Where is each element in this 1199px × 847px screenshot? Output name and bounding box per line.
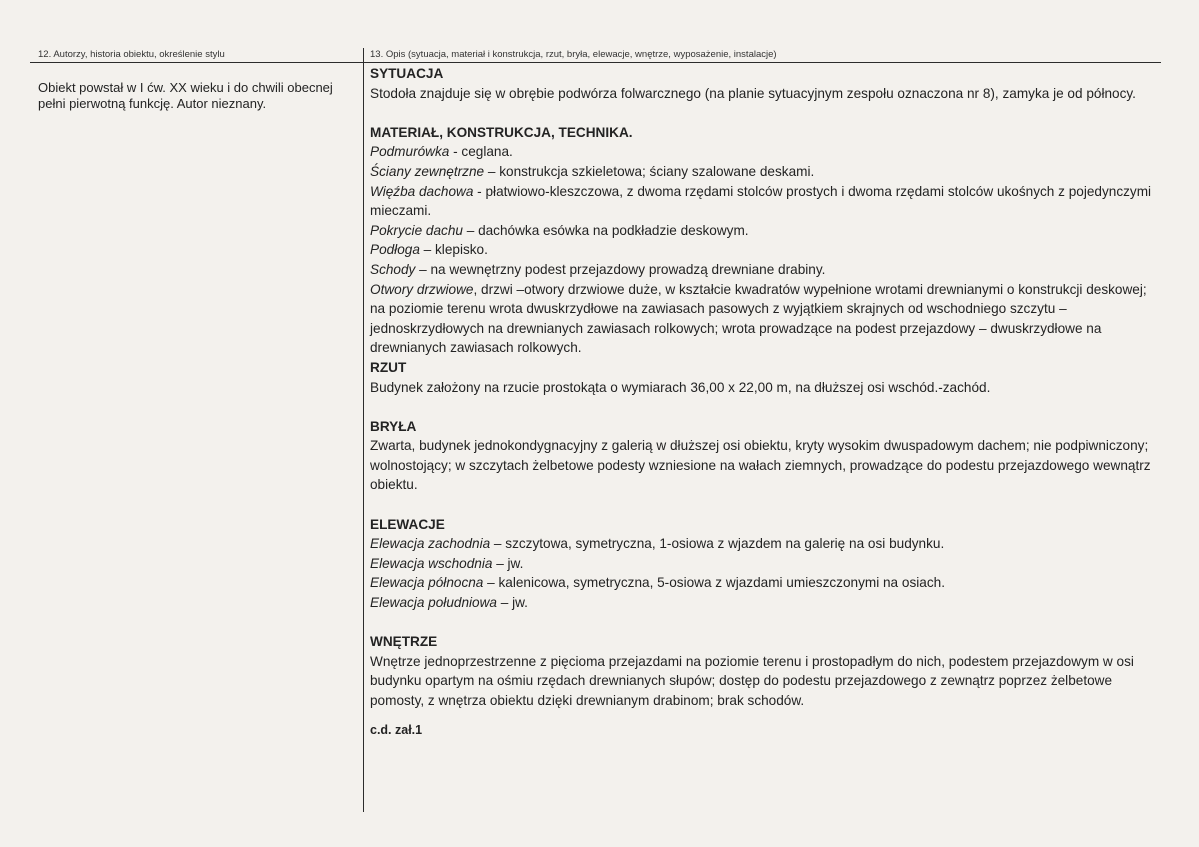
- right-column-header: 13. Opis (sytuacja, materiał i konstrukcja, rzut, bryła, elewacje, wnętrze, wyposażenie, instalacje): [370, 49, 777, 60]
- elewacja-term: Elewacja południowa: [370, 595, 497, 611]
- material-desc: - ceglana.: [449, 144, 513, 160]
- elewacja-term: Elewacja zachodnia: [370, 536, 491, 552]
- material-item: [370, 240, 1160, 260]
- material-desc: – klepisko.: [419, 242, 488, 258]
- material-term: Schody: [370, 261, 416, 277]
- material-term: Podmurówka: [370, 144, 450, 160]
- material-term: Otwory drzwiowe: [370, 281, 474, 297]
- description-section: [370, 64, 1160, 740]
- sytuacja-text: Stodoła znajduje się w obrębie podwórza folwarcznego (na planie sytuacyjnym zespołu oznaczona nr 8), zamyka je od północy.: [370, 85, 1136, 101]
- elewacja-item: [370, 573, 1160, 593]
- material-item: [370, 182, 1160, 221]
- elewacja-desc: – jw.: [496, 595, 528, 611]
- elewacja-item: [370, 534, 1160, 554]
- material-desc: – na wewnętrzny podest przejazdowy prowadzą drewniane drabiny.: [415, 261, 826, 277]
- elewacje-heading: ELEWACJE: [370, 516, 445, 532]
- bryla-heading: BRYŁA: [370, 418, 417, 434]
- elewacja-term: Elewacja wschodnia: [370, 555, 493, 571]
- material-item: [370, 221, 1160, 241]
- material-desc: – dachówka esówka na podkładzie deskowym.: [462, 222, 749, 238]
- sytuacja-heading: SYTUACJA: [370, 66, 444, 81]
- material-desc: – konstrukcja szkieletowa; ściany szalowane deskami.: [484, 163, 815, 179]
- material-desc: , drzwi –otwory drzwiowe duże, w kształcie kwadratów wypełnione wrotami drewnianymi o konstrukcji deskowej; na poziomie terenu wrota dwuskrzydłowe na zawiasach pasowych z wyjątkiem skrajnych od wschodniego szczytu – jednoskrzydłowych na drewnianych zawiasach rolkowych; wrota prowadzące na podest przejazdowy – dwuskrzydłowe na drewnianych zawiasach rolkowych.: [370, 281, 1147, 356]
- rzut-text: Budynek założony na rzucie prostokąta o wymiarach 36,00 x 22,00 m, na dłuższej osi wschód.-zachód.: [370, 379, 991, 395]
- elewacja-desc: – szczytowa, symetryczna, 1-osiowa z wjazdem na galerię na osi budynku.: [490, 536, 945, 552]
- column-divider: [363, 48, 364, 812]
- elewacja-item: [370, 593, 1160, 613]
- continuation-note: c.d. zał.1: [370, 722, 423, 737]
- elewacja-item: [370, 554, 1160, 574]
- material-item: [370, 162, 1160, 182]
- material-heading: MATERIAŁ, KONSTRUKCJA, TECHNIKA.: [370, 124, 633, 140]
- material-item: [370, 280, 1160, 358]
- material-item: [370, 142, 1160, 162]
- elewacja-desc: – kalenicowa, symetryczna, 5-osiowa z wjazdami umieszczonymi na osiach.: [483, 575, 945, 591]
- header-rule: [30, 62, 1161, 63]
- bryla-text: Zwarta, budynek jednokondygnacyjny z galerią w dłuższej osi obiektu, kryty wysokim dwuspadowym dachem; nie podpiwniczony; wolnostojący; w szczytach żelbetowe podesty wzniesione na wałach ziemnych, prowadzące do podestu przejazdowego wewnątrz obiektu.: [370, 438, 1151, 493]
- material-item: [370, 260, 1160, 280]
- wnetrze-text: Wnętrze jednoprzestrzenne z pięcioma przejazdami na poziomie terenu i prostopadłym do nich, podestem przejazdowym w osi budynku opartym na ośmiu rzędach drewnianych słupów; dostęp do podestu przejazdowego z zewnątrz poprzez żelbetowe pomosty, z wnętrza obiektu dzięki drewnianym drabinom; brak schodów.: [370, 653, 1134, 708]
- elewacja-term: Elewacja północna: [370, 575, 484, 591]
- elewacja-desc: – jw.: [492, 555, 524, 571]
- material-term: Ściany zewnętrzne: [370, 163, 485, 179]
- material-term: Więźba dachowa: [370, 183, 474, 199]
- authors-history-text: Obiekt powstał w I ćw. XX wieku i do chwili obecnej pełni pierwotną funkcję. Autor nieznany.: [38, 80, 333, 111]
- material-term: Podłoga: [370, 242, 420, 258]
- left-column-header: 12. Autorzy, historia obiektu, określenie stylu: [38, 49, 225, 60]
- material-desc: - płatwiowo-kleszczowa, z dwoma rzędami stolców prostych i dwoma rzędami stolców ukośnych z pojedynczymi mieczami.: [370, 183, 1152, 219]
- material-term: Pokrycie dachu: [370, 222, 463, 238]
- wnetrze-heading: WNĘTRZE: [370, 634, 438, 650]
- rzut-heading: RZUT: [370, 359, 407, 375]
